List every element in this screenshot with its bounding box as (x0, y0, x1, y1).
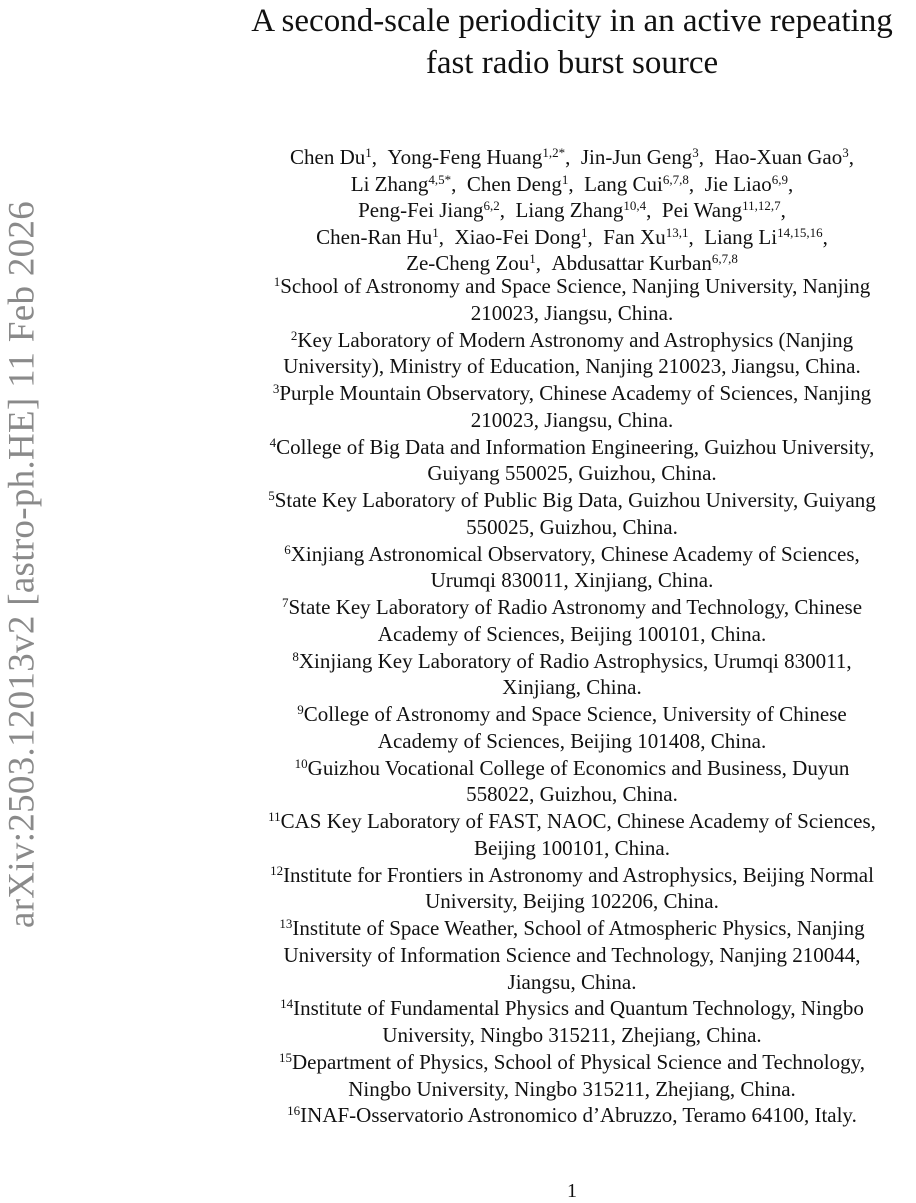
author (551, 251, 737, 275)
affiliation-line (222, 755, 916, 782)
affiliation-number: 9 (297, 702, 304, 717)
author-affiliation-marker: 1 (529, 251, 536, 266)
affiliation-text: Guizhou Vocational College of Economics and Business, Duyun (307, 755, 850, 780)
author-line: Chen Du$^1$, Yong-Feng Huang$^{1,2*}$, Jin-Jun Geng$^3$, Hao-Xuan Gao$^3$, (290, 145, 854, 169)
affiliation-line (222, 674, 916, 701)
author-affiliation-marker: 14,15,16 (777, 224, 823, 240)
affiliation-text: Institute for Frontiers in Astronomy and Astrophysics, Beijing Normal (283, 862, 874, 887)
author-name: Chen Du (290, 145, 366, 169)
author-line: Li Zhang$^{4,5*}$, Chen Deng$^1$, Lang Cui$^{6,7,8}$, Jie Liao$^{6,9}$, (350, 171, 794, 196)
affiliation-line (222, 487, 916, 514)
affiliation-line (222, 460, 916, 487)
affiliation-text: Beijing 100101, China. (474, 835, 670, 860)
author-affiliation-marker: 3 (842, 145, 849, 160)
author-affiliation-marker: 1 (365, 145, 372, 160)
affiliation-number: 4 (269, 434, 277, 450)
affiliation (222, 273, 916, 327)
affiliation-line (222, 808, 916, 835)
affiliation (222, 541, 916, 595)
affiliation-line (222, 781, 916, 808)
affiliation-number: 10 (294, 755, 308, 771)
affiliation-text: Ningbo University, Ningbo 315211, Zhejiang, China. (348, 1076, 796, 1101)
affiliation-text: Institute of Space Weather, School of Atmospheric Physics, Nanjing (292, 916, 865, 940)
author (388, 145, 566, 169)
affiliation-line (222, 1076, 916, 1103)
affiliation-text: State Key Laboratory of Public Big Data, Guizhou University, Guiyang (274, 488, 876, 512)
affiliation (222, 755, 916, 809)
author (662, 198, 781, 222)
affiliation-text: Xinjiang Astronomical Observatory, Chinese Academy of Sciences, (290, 541, 860, 566)
affiliation (222, 1049, 916, 1103)
affiliation-number: 15 (279, 1049, 292, 1065)
author-name: Lang Cui (584, 171, 663, 196)
author-affiliation-marker: 6,7,8 (662, 171, 689, 187)
affiliation-text: School of Astronomy and Space Science, Nanjing University, Nanjing (280, 274, 871, 298)
affiliation-line (222, 701, 916, 728)
author (715, 145, 849, 169)
affiliation-line (222, 969, 916, 996)
affiliation-line (222, 434, 916, 461)
author-name: Chen-Ran Hu (316, 224, 433, 249)
author (351, 172, 451, 196)
affiliation-line (222, 888, 916, 915)
affiliation-number: 2 (290, 327, 298, 343)
author-affiliation-marker: 13,1 (665, 224, 689, 240)
author (704, 225, 822, 249)
affiliation-line (222, 514, 916, 541)
affiliation-text: Guiyang 550025, Guizhou, China. (427, 461, 717, 486)
author (581, 145, 699, 169)
affiliation-line (222, 915, 916, 942)
affiliation-number: 5 (268, 488, 275, 503)
affiliation-text: University, Beijing 102206, China. (425, 889, 719, 914)
affiliation-text: Jiangsu, China. (507, 969, 637, 994)
affiliation-line (222, 995, 916, 1022)
affiliation-line (222, 273, 916, 300)
affiliation-text: Academy of Sciences, Beijing 101408, China. (377, 728, 767, 753)
author-affiliation-marker: 3 (692, 145, 699, 160)
affiliation-number: 12 (270, 862, 284, 878)
affiliation-number: 16 (287, 1103, 301, 1119)
affiliation (222, 380, 916, 434)
affiliation-number: 8 (292, 648, 299, 664)
affiliation-line (222, 1049, 916, 1076)
affiliation-text: Urumqi 830011, Xinjiang, China. (430, 568, 714, 593)
affiliation-text: Institute of Fundamental Physics and Quantum Technology, Ningbo (293, 996, 864, 1021)
author (516, 198, 647, 222)
affiliation (222, 327, 916, 381)
affiliation (222, 862, 916, 916)
author (454, 225, 587, 249)
author-line: Peng-Fei Jiang$^{6,2}$, Liang Zhang$^{10,4}$, Pei Wang$^{11,12,7}$, (358, 198, 786, 222)
author-line: Chen-Ran Hu$^1$, Xiao-Fei Dong$^1$, Fan Xu$^{13,1}$, Liang Li$^{14,15,16}$, (316, 224, 828, 249)
author-affiliation-marker: 1,2* (542, 145, 566, 160)
author-list (222, 144, 916, 277)
author-name: Li Zhang (350, 171, 429, 196)
affiliation-number: 11 (268, 809, 281, 824)
author-affiliation-marker: 1 (581, 224, 588, 240)
affiliation-text: University), Ministry of Education, Nanjing 210023, Jiangsu, China. (283, 354, 861, 379)
affiliation-number: 1 (273, 274, 281, 289)
author-affiliation-marker: 4,5* (428, 171, 452, 187)
affiliation-text: University of Information Science and Technology, Nanjing 210044, (283, 942, 861, 967)
affiliation-text: 558022, Guizhou, China. (466, 782, 678, 807)
affiliation-number: 13 (279, 916, 293, 931)
affiliation (222, 487, 916, 541)
affiliation-line (222, 835, 916, 862)
paper-title (222, 0, 916, 84)
affiliation-text: University, Ningbo 315211, Zhejiang, China. (382, 1023, 762, 1047)
author-affiliation-marker: 1 (432, 224, 439, 240)
author (467, 172, 569, 196)
author (705, 172, 788, 196)
author-name: Peng-Fei Jiang (358, 198, 484, 222)
affiliation (222, 915, 916, 995)
affiliation-text: Purple Mountain Observatory, Chinese Academy of Sciences, Nanjing (279, 381, 872, 405)
affiliation (222, 594, 916, 648)
author-affiliation-marker: 1 (561, 171, 569, 187)
affiliation-line (222, 1022, 916, 1049)
author (603, 225, 688, 249)
affiliation-line (222, 728, 916, 755)
author-name: Fan Xu (603, 224, 666, 249)
affiliation-line (222, 648, 916, 675)
affiliation (222, 701, 916, 755)
author-name: Yong-Feng Huang (387, 145, 543, 169)
affiliation (222, 1102, 916, 1129)
affiliation (222, 434, 916, 488)
affiliation-number: 7 (281, 595, 289, 610)
affiliation-line (222, 327, 916, 354)
page-number: 1 (567, 1180, 577, 1202)
affiliation-number: 3 (272, 381, 280, 396)
title-line: A second-scale periodicity in an active repeating (251, 3, 893, 39)
author-affiliation-marker: 6,9 (771, 171, 788, 187)
author (358, 198, 500, 222)
affiliation-line (222, 567, 916, 594)
author (316, 225, 439, 249)
affiliation-line (222, 353, 916, 380)
affiliation-line (222, 407, 916, 434)
author (290, 145, 372, 169)
affiliation-text: State Key Laboratory of Radio Astronomy and Technology, Chinese (288, 595, 863, 619)
affiliation-text: College of Big Data and Information Engineering, Guizhou University, (276, 434, 875, 459)
affiliation-text: CAS Key Laboratory of FAST, NAOC, Chinese Academy of Sciences, (280, 809, 876, 833)
affiliation-line (222, 380, 916, 407)
affiliation-line (222, 621, 916, 648)
affiliation-line (222, 862, 916, 889)
author-name: Ze-Cheng Zou (406, 251, 530, 275)
affiliation-text: Xinjiang, China. (502, 675, 642, 700)
author (406, 251, 536, 275)
affiliation-line (222, 594, 916, 621)
author-name: Abdusattar Kurban (551, 251, 712, 275)
author-affiliation-marker: 10,4 (623, 198, 647, 213)
affiliation-text: 210023, Jiangsu, China. (470, 407, 674, 432)
affiliation-text: 550025, Guizhou, China. (466, 514, 678, 539)
affiliation-text: Xinjiang Key Laboratory of Radio Astrophysics, Urumqi 830011, (298, 648, 852, 673)
author-name: Liang Zhang (515, 198, 624, 222)
affiliation-line (222, 1102, 916, 1129)
title-line: fast radio burst source (425, 45, 719, 81)
author-name: Xiao-Fei Dong (454, 224, 582, 249)
affiliation-line (222, 300, 916, 327)
author-name: Liang Li (704, 224, 778, 249)
author-name: Jin-Jun Geng (580, 145, 693, 169)
affiliation-text: INAF-Osservatorio Astronomico d’Abruzzo, Teramo 64100, Italy. (300, 1103, 857, 1128)
author-name: Hao-Xuan Gao (714, 145, 843, 169)
affiliation-number: 6 (284, 541, 291, 557)
affiliation (222, 648, 916, 702)
arxiv-stamp: arXiv:2503.12013v2 [astro-ph.HE] 11 Feb 2026 (1, 200, 43, 929)
affiliation (222, 995, 916, 1049)
author-name: Chen Deng (466, 171, 562, 196)
author-affiliation-marker: 6,2 (483, 198, 500, 213)
affiliation-line (222, 942, 916, 969)
affiliation-list (222, 273, 916, 1129)
affiliation-number: 14 (280, 996, 294, 1012)
author-affiliation-marker: 6,7,8 (711, 251, 738, 266)
author-affiliation-marker: 11,12,7 (742, 198, 781, 213)
author-line: Ze-Cheng Zou$^1$, Abdusattar Kurban$^{6,7,8}$ (406, 251, 738, 275)
affiliation-text: 210023, Jiangsu, China. (470, 300, 674, 325)
affiliation-text: Academy of Sciences, Beijing 100101, China. (377, 621, 767, 646)
author-name: Jie Liao (704, 171, 772, 196)
affiliation (222, 808, 916, 862)
affiliation-line (222, 541, 916, 568)
affiliation-text: Department of Physics, School of Physical Science and Technology, (292, 1049, 865, 1074)
author-name: Pei Wang (661, 198, 743, 222)
author (584, 172, 689, 196)
affiliation-text: College of Astronomy and Space Science, University of Chinese (303, 702, 847, 726)
affiliation-text: Key Laboratory of Modern Astronomy and Astrophysics (Nanjing (297, 327, 854, 352)
